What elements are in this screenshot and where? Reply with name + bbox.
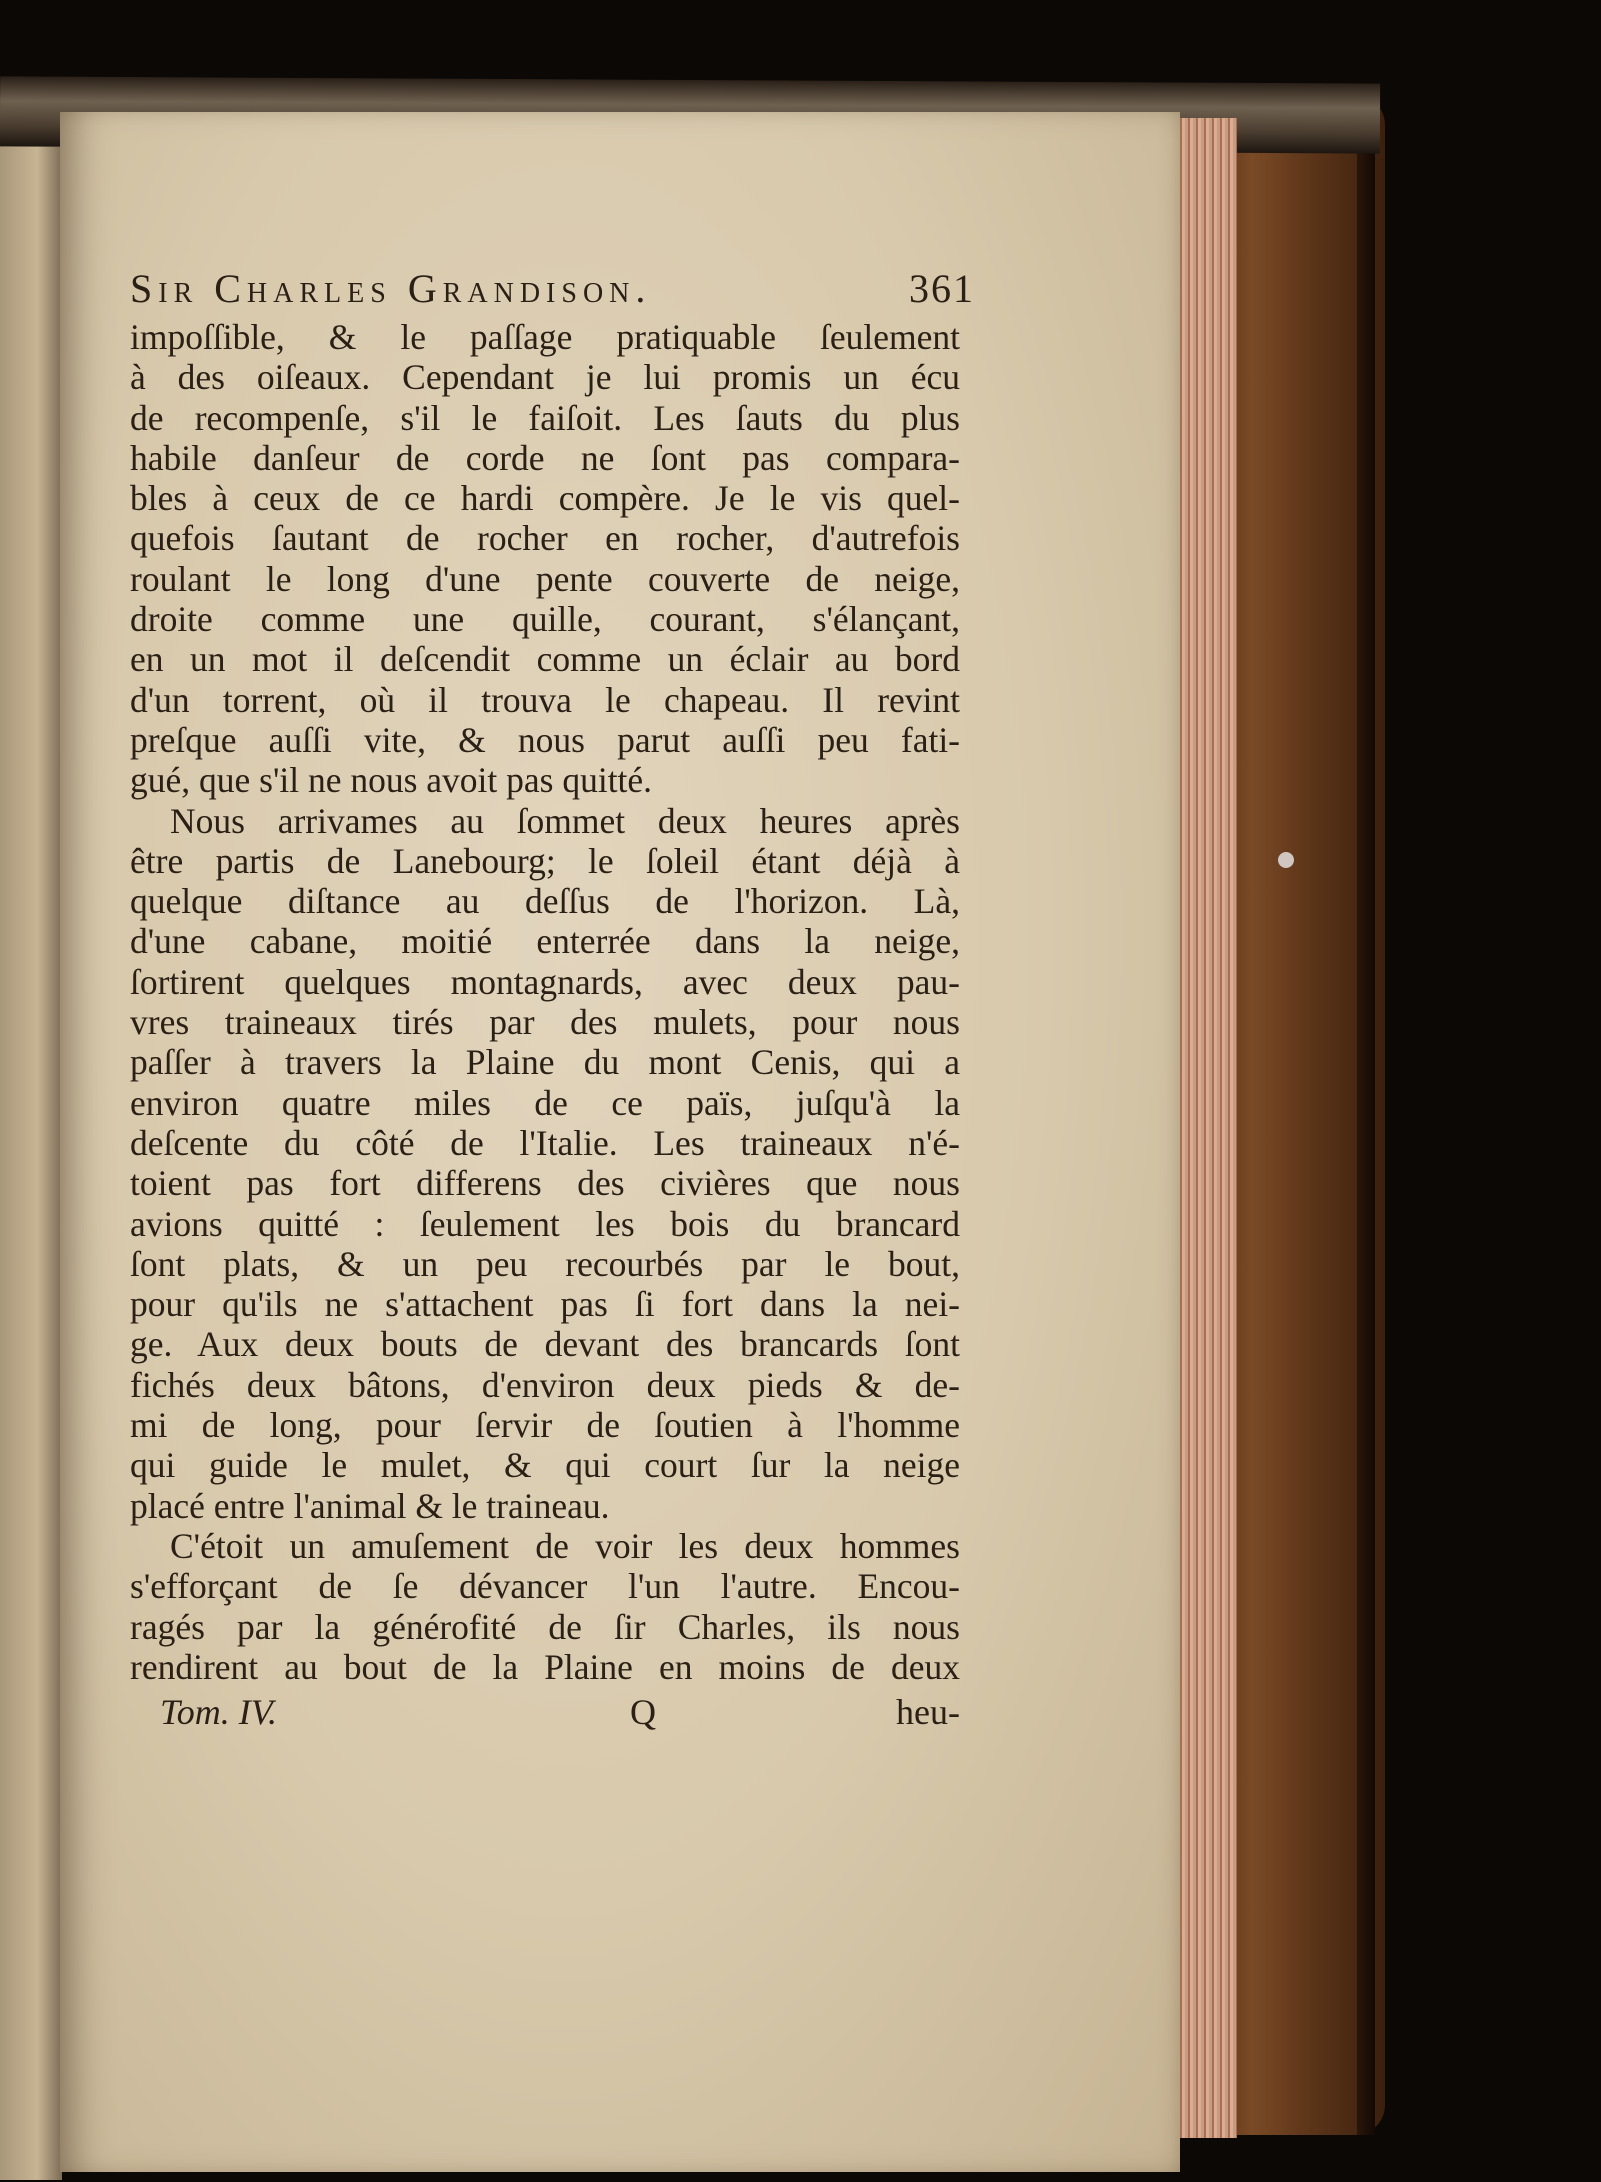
- text-line: avions quitté : ſeulement les bois du brancard: [130, 1203, 960, 1244]
- cover-dot: [1278, 852, 1294, 868]
- text-line: impoſſible, & le paſſage pratiquable ſeulement: [130, 317, 960, 357]
- running-header: [130, 265, 975, 311]
- text-line: fichés deux bâtons, d'environ deux pieds & de-: [130, 1364, 960, 1405]
- text-line: de recompenſe, s'il le faiſoit. Les ſauts du plus: [130, 397, 960, 438]
- text-line: ragés par la générofité de ſir Charles, ils nous: [130, 1606, 960, 1647]
- running-title: Sir Charles Grandison.: [130, 266, 652, 311]
- text-line: quefois ſautant de rocher en rocher, d'autrefois: [130, 518, 960, 559]
- text-line: ſont plats, & un peu recourbés par le bout,: [130, 1243, 960, 1284]
- text-line: pour qu'ils ne s'attachent pas ſi fort dans la nei-: [130, 1284, 960, 1325]
- page-edges: [1175, 118, 1237, 2138]
- text-line: à des oiſeaux. Cependant je lui promis un écu: [130, 357, 960, 398]
- text-line: roulant le long d'une pente couverte de neige,: [130, 558, 960, 599]
- text-line: rendirent au bout de la Plaine en moins de deux: [130, 1646, 960, 1687]
- facing-page-edge: [0, 120, 62, 2180]
- text-line: quelque diſtance au deſſus de l'horizon. Là,: [130, 881, 960, 922]
- text-line: deſcente du côté de l'Italie. Les traineaux n'é-: [130, 1122, 960, 1163]
- catchword: heu-: [896, 1692, 960, 1733]
- text-line: preſque auſſi vite, & nous parut auſſi peu fati-: [130, 719, 960, 760]
- text-line: être partis de Lanebourg; le ſoleil étant déjà à: [130, 840, 960, 881]
- text-line: environ quatre miles de ce païs, juſqu'à la: [130, 1082, 960, 1123]
- text-line: s'efforçant de ſe dévancer l'un l'autre. Encou-: [130, 1566, 960, 1607]
- text-line: mi de long, pour ſervir de ſoutien à l'homme: [130, 1405, 960, 1446]
- body-text: [130, 317, 960, 1687]
- text-line: Nous arrivames au ſommet deux heures après: [170, 800, 960, 841]
- text-line: C'étoit un amuſement de voir les deux hommes: [170, 1525, 960, 1566]
- text-line: toient pas fort differens des civières que nous: [130, 1163, 960, 1204]
- gathering-mark: Q: [630, 1692, 656, 1733]
- text-line: en un mot il deſcendit comme un éclair au bord: [130, 639, 960, 680]
- text-line: habile danſeur de corde ne ſont pas compara-: [130, 437, 960, 478]
- text-line: paſſer à travers la Plaine du mont Cenis, qui a: [130, 1042, 960, 1083]
- text-line: ſortirent quelques montagnards, avec deux pau-: [130, 961, 960, 1002]
- text-line: d'un torrent, où il trouva le chapeau. Il revint: [130, 679, 960, 720]
- text-line: ge. Aux deux bouts de devant des brancards ſont: [130, 1324, 960, 1365]
- page-text-block: [130, 265, 975, 1735]
- text-line: gué, que s'il ne nous avoit pas quitté.: [130, 760, 653, 801]
- text-line: droite comme une quille, courant, s'élançant,: [130, 599, 960, 640]
- text-line: vres traineaux tirés par des mulets, pour nous: [130, 1002, 960, 1043]
- text-line: qui guide le mulet, & qui court ſur la neige: [130, 1445, 960, 1486]
- volume-signature: Tom. IV.: [160, 1692, 278, 1733]
- page-number: 361: [909, 266, 975, 311]
- text-line: placé entre l'animal & le traineau.: [130, 1485, 610, 1526]
- text-line: d'une cabane, moitié enterrée dans la neige,: [130, 921, 960, 962]
- text-line: bles à ceux de ce hardi compère. Je le vis quel-: [130, 478, 960, 519]
- page-footer: [130, 1691, 960, 1735]
